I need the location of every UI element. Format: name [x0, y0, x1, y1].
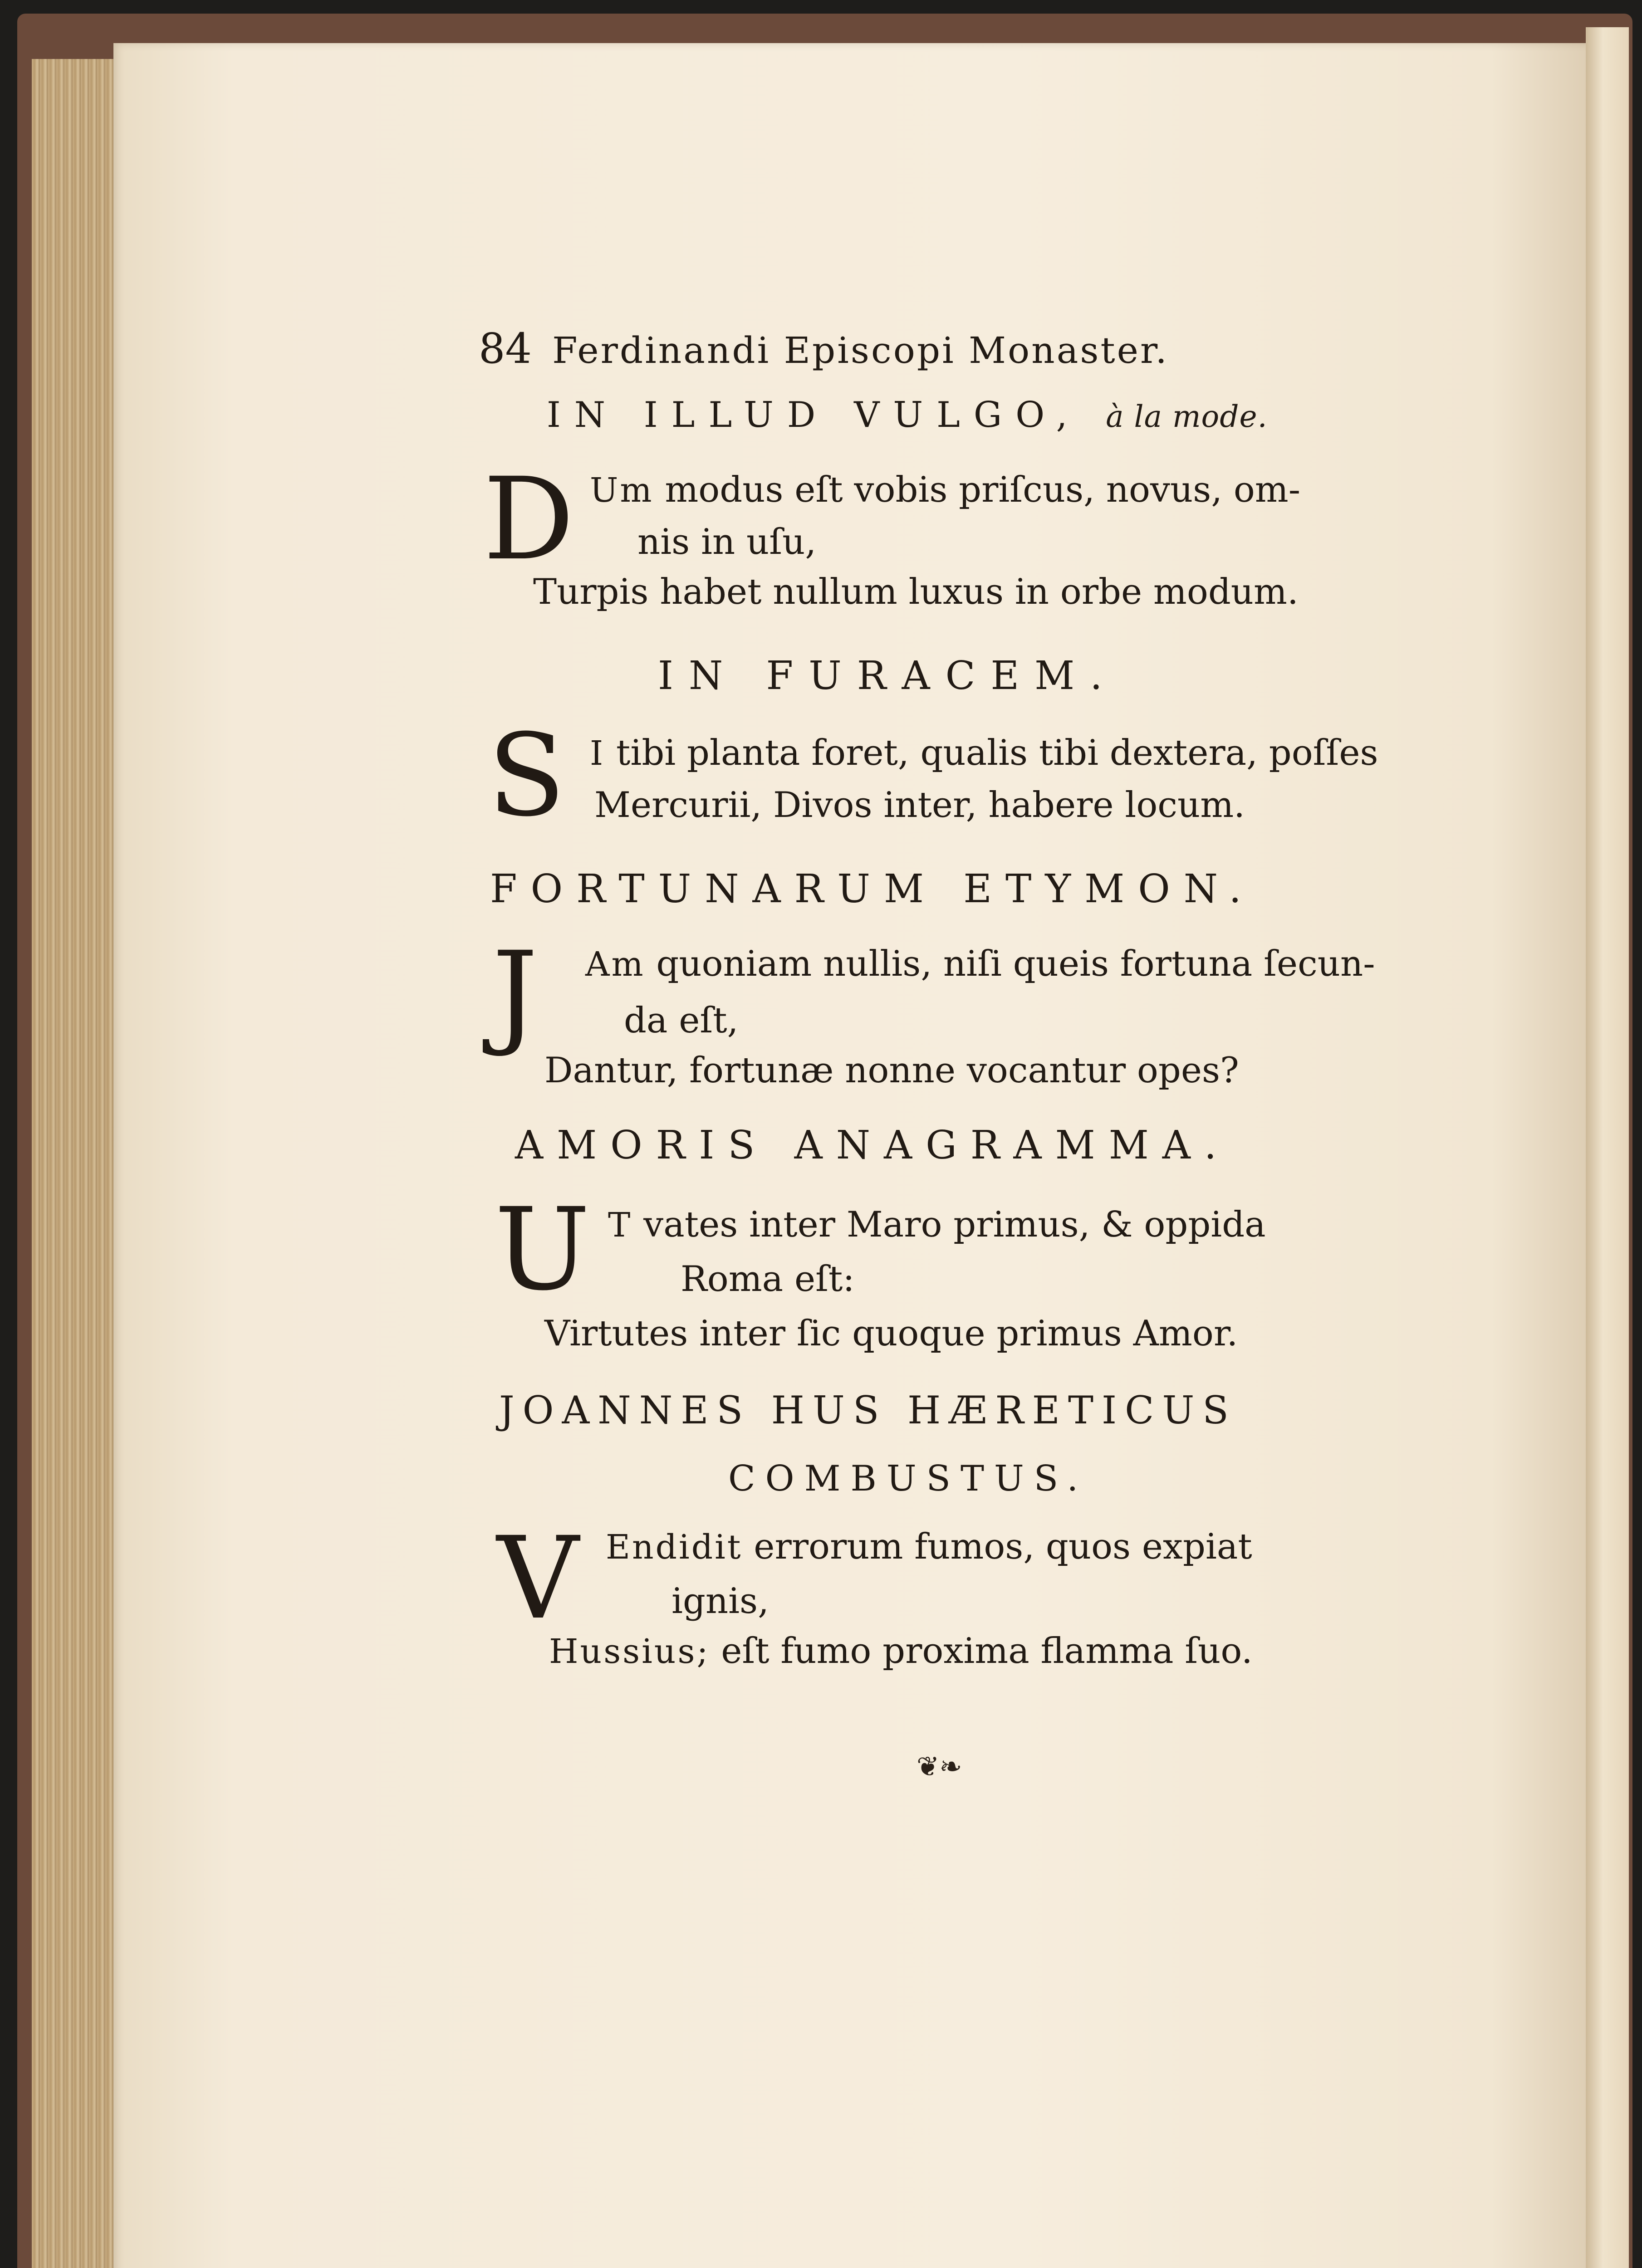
- drop-cap: S: [488, 709, 566, 841]
- poem-line: nis in uſu,: [637, 522, 817, 562]
- poem-line: Dantur, fortunæ nonne vocantur opes?: [544, 1050, 1239, 1091]
- poem-line: [590, 733, 1378, 773]
- poem-title: [547, 395, 1268, 435]
- drop-cap: U: [495, 1183, 590, 1315]
- running-head: [479, 324, 1169, 373]
- poem-line: ignis,: [672, 1581, 769, 1622]
- drop-cap: J: [492, 927, 538, 1059]
- poem-line: Mercurii, Divos inter, habere locum.: [594, 785, 1245, 826]
- poem-title-text: IN ILLUD VULGO,: [547, 395, 1081, 435]
- poem-line: da eſt,: [624, 1000, 739, 1041]
- poem-line: [549, 1631, 1253, 1672]
- poem-title: IN FURACEM.: [658, 653, 1118, 699]
- fleuron-ornament-icon: ❦❧: [917, 1751, 962, 1783]
- line-text: tibi planta foret, qualis tibi dextera, poſſes: [616, 733, 1378, 773]
- poem-line: Roma eſt:: [681, 1259, 855, 1300]
- poem-line: [606, 1526, 1252, 1567]
- poem-line: [590, 469, 1300, 510]
- name-smallcaps: Hussius;: [549, 1632, 710, 1671]
- poem-title: JOANNES HUS HÆRETICUS: [499, 1388, 1237, 1432]
- first-word-smallcaps: Endidit: [606, 1528, 743, 1567]
- line-text: modus eſt vobis priſcus, novus, om-: [665, 469, 1301, 510]
- poem-title-italic: à la mode.: [1106, 399, 1268, 434]
- poem-line: [585, 943, 1375, 984]
- poem-title: AMORIS ANAGRAMMA.: [515, 1123, 1230, 1168]
- page-number: 84: [479, 324, 532, 373]
- drop-cap: V: [497, 1512, 579, 1644]
- line-text: eſt fumo proxima flamma ſuo.: [721, 1631, 1253, 1672]
- line-text: quoniam nullis, niſi queis fortuna ſecun-: [656, 943, 1375, 984]
- drop-cap: D: [483, 453, 574, 585]
- poem-title-line2: COMBUSTUS.: [728, 1458, 1088, 1499]
- first-word-smallcaps: I: [590, 734, 605, 773]
- poem-title: FORTUNARUM ETYMON.: [490, 866, 1255, 912]
- first-word-smallcaps: Am: [585, 945, 645, 984]
- line-text: vates inter Maro primus, & oppida: [643, 1204, 1266, 1245]
- poem-line: Virtutes inter ſic quoque primus Amor.: [544, 1313, 1238, 1354]
- first-word-smallcaps: T: [608, 1206, 632, 1245]
- poem-line: [608, 1204, 1266, 1245]
- first-word-smallcaps: Um: [590, 471, 654, 510]
- poem-line: Turpis habet nullum luxus in orbe modum.: [533, 572, 1299, 612]
- running-title: Ferdinandi Episcopi Monaster.: [552, 329, 1169, 371]
- line-text: errorum fumos, quos expiat: [754, 1526, 1252, 1567]
